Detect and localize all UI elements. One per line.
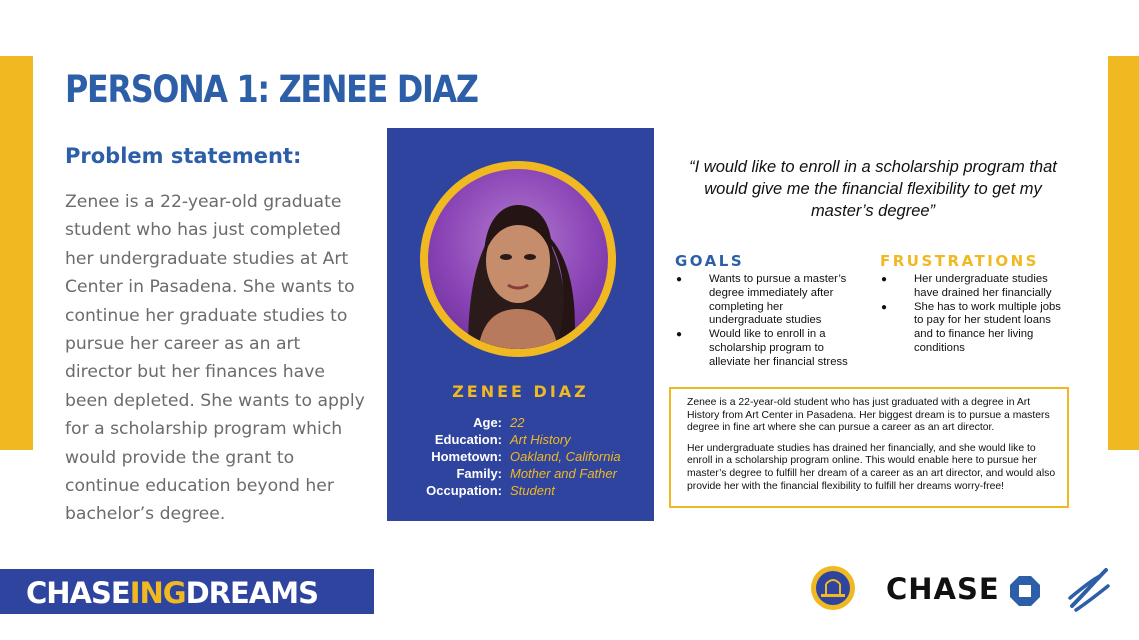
problem-statement-body: Zenee is a 22-year-old graduate student who has just completed her undergraduate studies at Art Center in Pasadena. She wants to continue her graduate studies to pursue her career as an art director but her finances have been depleted. She wants to apply for a scholarship program which would provide the grant to continue education beyond her bachelor’s degree. [65,192,365,525]
page-title: PERSONA 1: ZENEE DIAZ [65,68,478,111]
frustrations-heading: FRUSTRATIONS [880,252,1039,270]
brand-part-ing: ING [129,576,186,610]
detail-row-family [387,466,654,483]
detail-row-education [387,432,654,449]
brand-part-chase: CHASE [26,576,130,610]
persona-quote: “I would like to enroll in a scholarship program that would give me the financial flexibility to get my master’s degree” [689,158,1057,220]
problem-statement-heading: Problem statement: [65,144,302,168]
bio-paragraph-2: Her undergraduate studies has drained her financially, and she would like to enroll in a scholarship program online. This would enable here to pursue her master’s degree to fulfill her dream of a career as an art director, and would also provide her with the financial flexibility to fulfill her dreams worry-free! [687,442,1056,492]
brand-part-dreams: DREAMS [185,576,318,610]
bio-box [669,387,1069,508]
detail-label: Education: [434,432,502,447]
chase-logo-text: CHASE [886,572,1000,606]
right-accent-bar [1108,56,1139,450]
left-accent-bar [0,56,33,450]
detail-label: Age: [473,415,502,430]
warriors-logo-icon [810,562,856,614]
persona-photo [428,169,608,349]
goals-heading: GOALS [675,252,745,270]
goals-list [676,273,858,370]
detail-label: Family: [456,466,502,481]
photo-ring [420,161,616,357]
detail-label: Hometown: [431,449,502,464]
detail-row-hometown [387,449,654,466]
frustrations-list [881,273,1063,356]
persona-card [387,128,654,521]
detail-value: Oakland, California [510,449,621,464]
detail-row-age [387,415,654,432]
chase-octagon-icon [1009,575,1041,607]
detail-value: 22 [510,415,525,430]
detail-label: Occupation: [426,483,502,498]
detail-value: Art History [510,432,571,447]
bio-paragraph-1: Zenee is a 22-year-old student who has just graduated with a degree in Art History from Art Center in Pasadena. Her biggest dream is to pursue a masters degree in fine art where she can pursue a career as an art director. [687,397,1050,434]
persona-portrait-illustration [428,169,608,349]
goal-item: ● Would like to enroll in a scholarship program to alleviate her financial stress [676,328,858,369]
brand-banner [0,569,374,614]
persona-name: ZENEE DIAZ [452,382,589,401]
goal-item: ● Wants to pursue a master’s degree immediately after completing her undergraduate studies [676,273,858,328]
frustration-item: ● Her undergraduate studies have drained her financially [881,273,1063,301]
detail-row-occupation [387,483,654,500]
detail-value: Student [510,483,555,498]
frustration-item: ● She has to work multiple jobs to pay for her student loans and to finance her living conditions [881,301,1063,356]
swoosh-logo-icon [1066,566,1111,613]
brand-wordmark [26,576,318,610]
detail-value: Mother and Father [510,466,617,481]
